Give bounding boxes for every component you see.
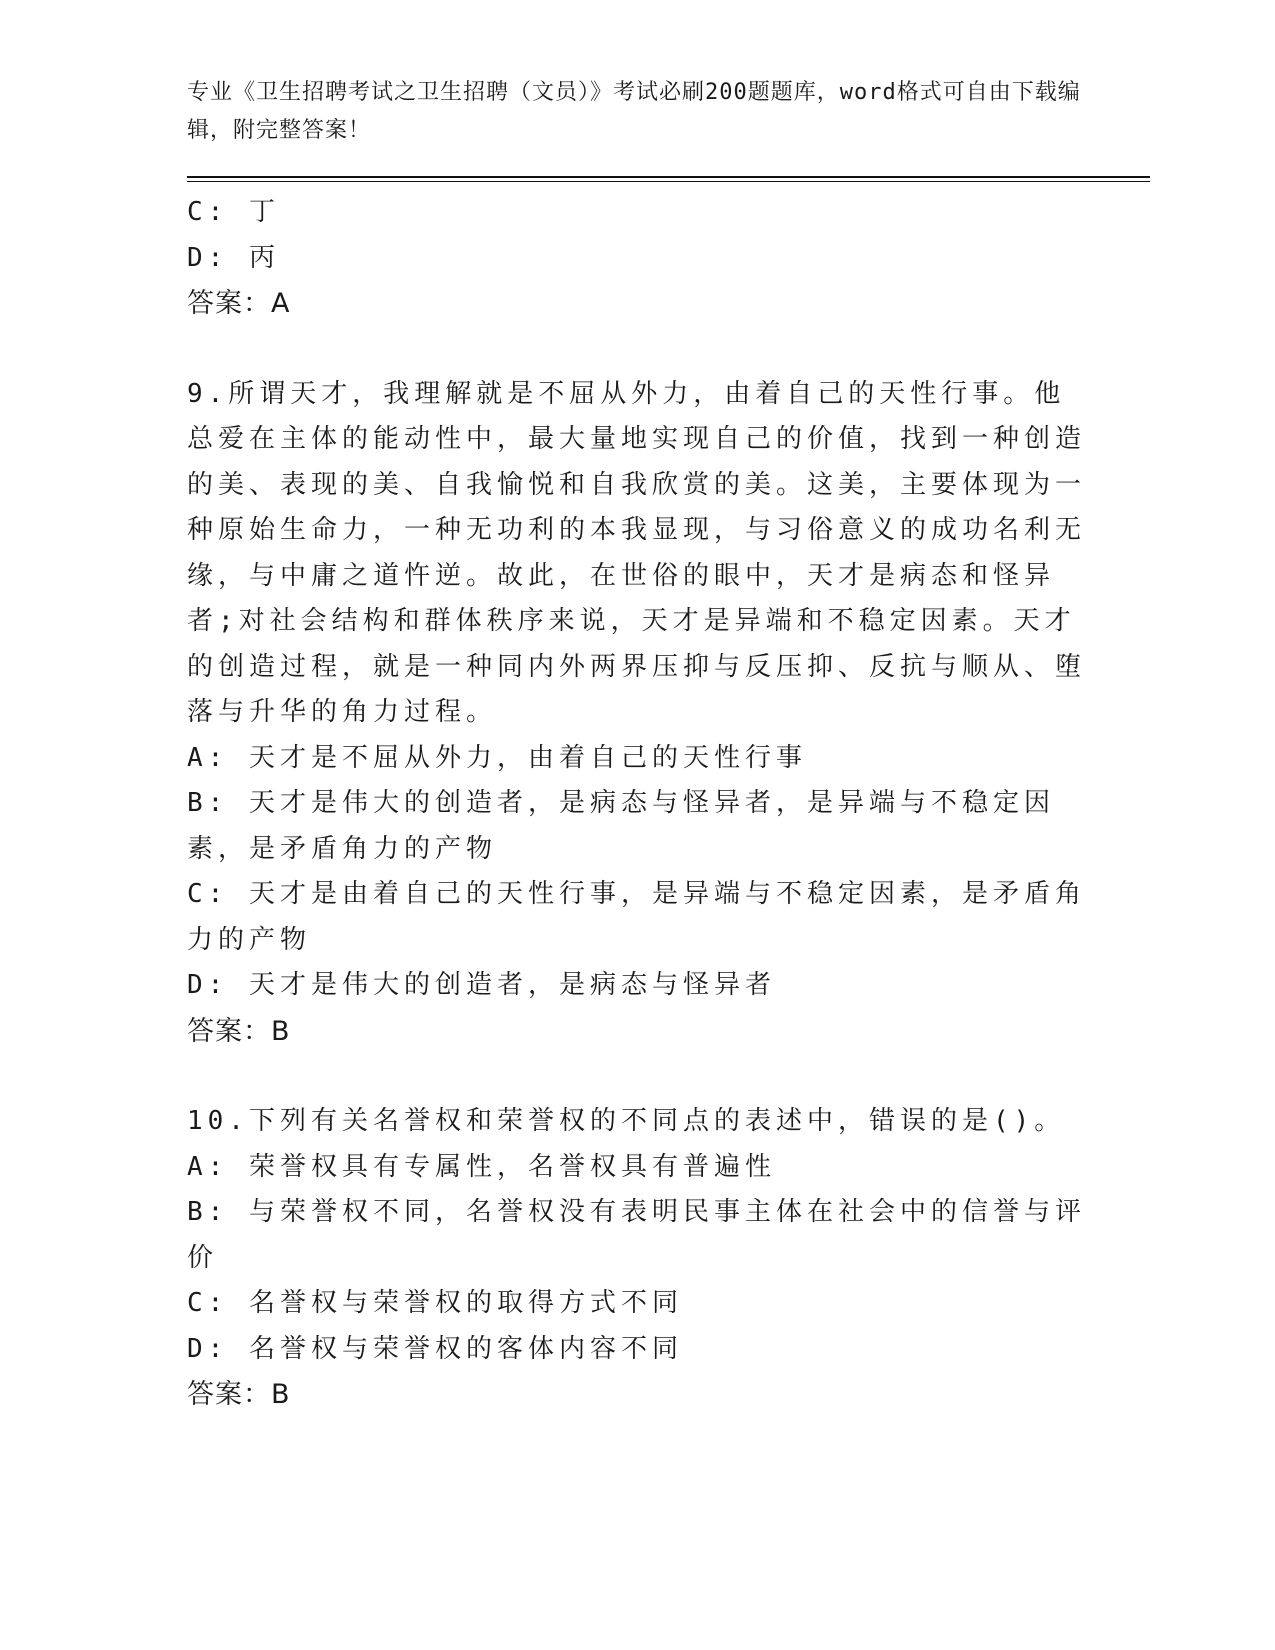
question-9-stem: 9.所谓天才，我理解就是不屈从外力，由着自己的天性行事。他总爱在主体的能动性中，最大量地实现自己的价值，找到一种创造的美、表现的美、自我愉悦和自我欣赏的美。这美，主要体现为一种原始生命力，一种无功利的本我显现，与习俗意义的成功名利无缘，与中庸之道忤逆。故此，在世俗的眼中，天才是病态和怪异者;对社会结构和群体秩序来说，天才是异端和不稳定因素。天才的创造过程，就是一种同内外两界压抑与反压抑、反抗与顺从、堕落与升华的角力过程。 — [187, 378, 1087, 727]
prev-question-options — [187, 190, 1087, 327]
spacer — [187, 1054, 1087, 1099]
prev-option-c: C: 丁 — [187, 197, 280, 227]
question-9-option-c: C: 天才是由着自己的天性行事，是异端与不稳定因素，是矛盾角力的产物 — [187, 879, 1086, 955]
question-10-answer: 答案：B — [187, 1379, 291, 1410]
question-10-option-b: B: 与荣誉权不同，名誉权没有表明民事主体在社会中的信誉与评价 — [187, 1197, 1086, 1273]
document-header: 专业《卫生招聘考试之卫生招聘（文员）》考试必刷200题题库，word格式可自由下载编辑，附完整答案！ — [187, 80, 1081, 143]
question-9-answer: 答案：B — [187, 1015, 291, 1047]
question-9-option-d: D: 天才是伟大的创造者，是病态与怪异者 — [187, 970, 776, 1000]
question-10-option-d: D: 名誉权与荣誉权的客体内容不同 — [187, 1333, 683, 1364]
spacer — [187, 327, 1087, 372]
question-9-option-b: B: 天才是伟大的创造者，是病态与怪异者，是异端与不稳定因素，是矛盾角力的产物 — [187, 788, 1055, 864]
question-10 — [187, 1099, 1087, 1418]
question-10-option-a: A: 荣誉权具有专属性，名誉权具有普遍性 — [187, 1151, 776, 1182]
document-body — [187, 190, 1087, 1418]
question-10-option-c: C: 名誉权与荣誉权的取得方式不同 — [187, 1288, 683, 1318]
question-9 — [187, 372, 1087, 1055]
header-rule-thick — [187, 176, 1150, 178]
prev-answer: 答案：A — [187, 288, 291, 319]
header-rule-thin — [187, 181, 1150, 182]
prev-option-d: D: 丙 — [187, 242, 280, 273]
question-9-option-a: A: 天才是不屈从外力，由着自己的天性行事 — [187, 742, 807, 773]
question-10-stem: 10.下列有关名誉权和荣誉权的不同点的表述中，错误的是()。 — [187, 1106, 1066, 1136]
